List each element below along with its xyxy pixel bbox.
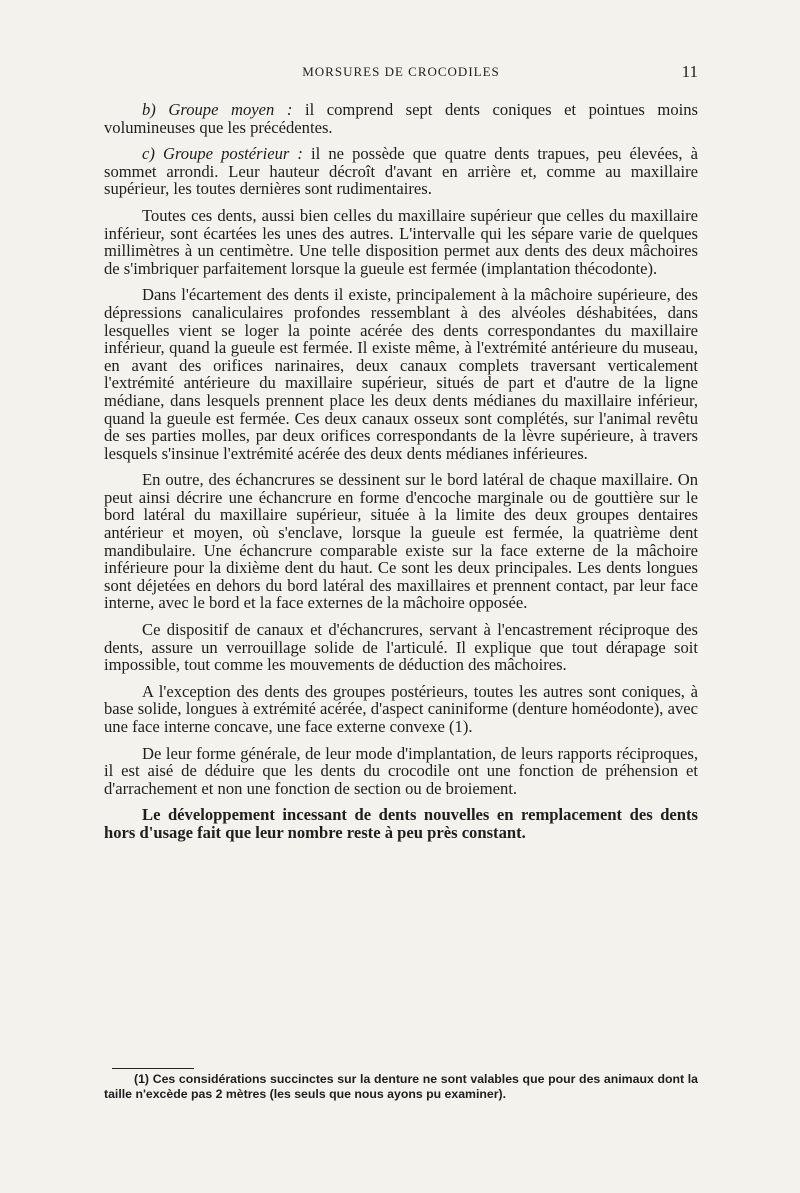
page-number: 11 (681, 62, 698, 81)
paragraph-label: c) Groupe postérieur : (142, 144, 303, 164)
paragraph: Dans l'écartement des dents il existe, principalement à la mâchoire supérieure, des dépressions canaliculaires profondes ressemblant à des alvéoles déshabitées, dans lesquelles vient se loger la pointe acérée des dents correspondantes du maxillaire inférieur, quand la gueule est fermée. Il existe même, à l'extrémité antérieure du museau, en avant des orifices narinaires, deux canaux complets traversant verticalement l'extrémité antérieure du maxillaire supérieur, situés de part et d'autre de la ligne médiane, dans lesquels prennent place les deux dents médianes du maxillaire inférieur, quand la gueule est fermée. Ces deux canaux osseux sont complétés, sur l'animal revêtu de ses parties molles, par deux orifices correspondants de la lèvre supérieure, à travers lesquels s'insinue l'extrémité acérée des deux dents médianes inférieures. (104, 285, 698, 463)
paragraph: Ce dispositif de canaux et d'échancrures, servant à l'encastrement réciproque des dents, assure un verrouillage solide de l'articulé. Il explique que tout dérapage soit impossible, tout comme les mouvements de déduction des mâchoires. (104, 620, 698, 675)
paragraph: De leur forme générale, de leur mode d'implantation, de leurs rapports réciproques, il est aisé de déduire que les dents du crocodile ont une fonction de préhension et d'arrachement et non une fonction de section ou de broiement. (104, 743, 698, 798)
running-title: MORSURES DE CROCODILES (302, 64, 500, 79)
paragraph-text: il ne possède que quatre dents trapues, peu élevées, à sommet arrondi. Leur hauteur décroît d'avant en arrière et, comme au maxillaire supérieur, les toutes dernières sont rudimentaires. (104, 144, 698, 199)
paragraph-label: b) Groupe moyen : (142, 100, 293, 119)
paragraph: Toutes ces dents, aussi bien celles du maxillaire supérieur que celles du maxillaire inférieur, sont écartées les unes des autres. L'intervalle qui les sépare varie de quelques millimètres à un centimètre. Une telle disposition permet aux dents des deux mâchoires de s'imbriquer parfaitement lorsque la gueule est fermée (implantation thécodonte). (104, 205, 698, 278)
paragraph: Le développement incessant de dents nouvelles en remplacement des dents hors d'usage fait que leur nombre reste à peu près constant. (104, 805, 698, 842)
paragraph-groupe-posterieur (104, 145, 698, 198)
paragraph: En outre, des échancrures se dessinent sur le bord latéral de chaque maxillaire. On peut ainsi décrire une échancrure en forme d'encoche marginale ou de gouttière sur le bord latéral du maxillaire supérieur, située à la limite des deux groupes dentaires antérieur et moyen, où s'enclave, lorsque la gueule est fermée, la quatrième dent mandibulaire. Une échancrure comparable existe sur la face externe de la mâchoire inférieure pour la dixième dent du haut. Ce sont les deux principales. Les dents longues sont déjetées en dehors du bord latéral des maxillaires et prennent contact, par leur face interne, avec le bord et la face externes de la mâchoire opposée. (104, 470, 698, 613)
footnote-divider (112, 1068, 194, 1069)
body-text (104, 101, 698, 851)
paragraph-groupe-moyen (104, 101, 698, 136)
paragraph: A l'exception des dents des groupes postérieurs, toutes les autres sont coniques, à base solide, longues à extrémité acérée, d'aspect caniniforme (denture homéodonte), avec une face interne concave, une face externe convexe (1). (104, 681, 698, 736)
paragraph-text: il comprend sept dents coniques et pointues moins volumineuses que les précédentes. (104, 100, 698, 137)
footnote: (1) Ces considérations succinctes sur la denture ne sont valables que pour des animaux dont la taille n'excède pas 2 mètres (les seuls que nous ayons pu examiner). (104, 1072, 698, 1101)
page-header (104, 64, 698, 86)
